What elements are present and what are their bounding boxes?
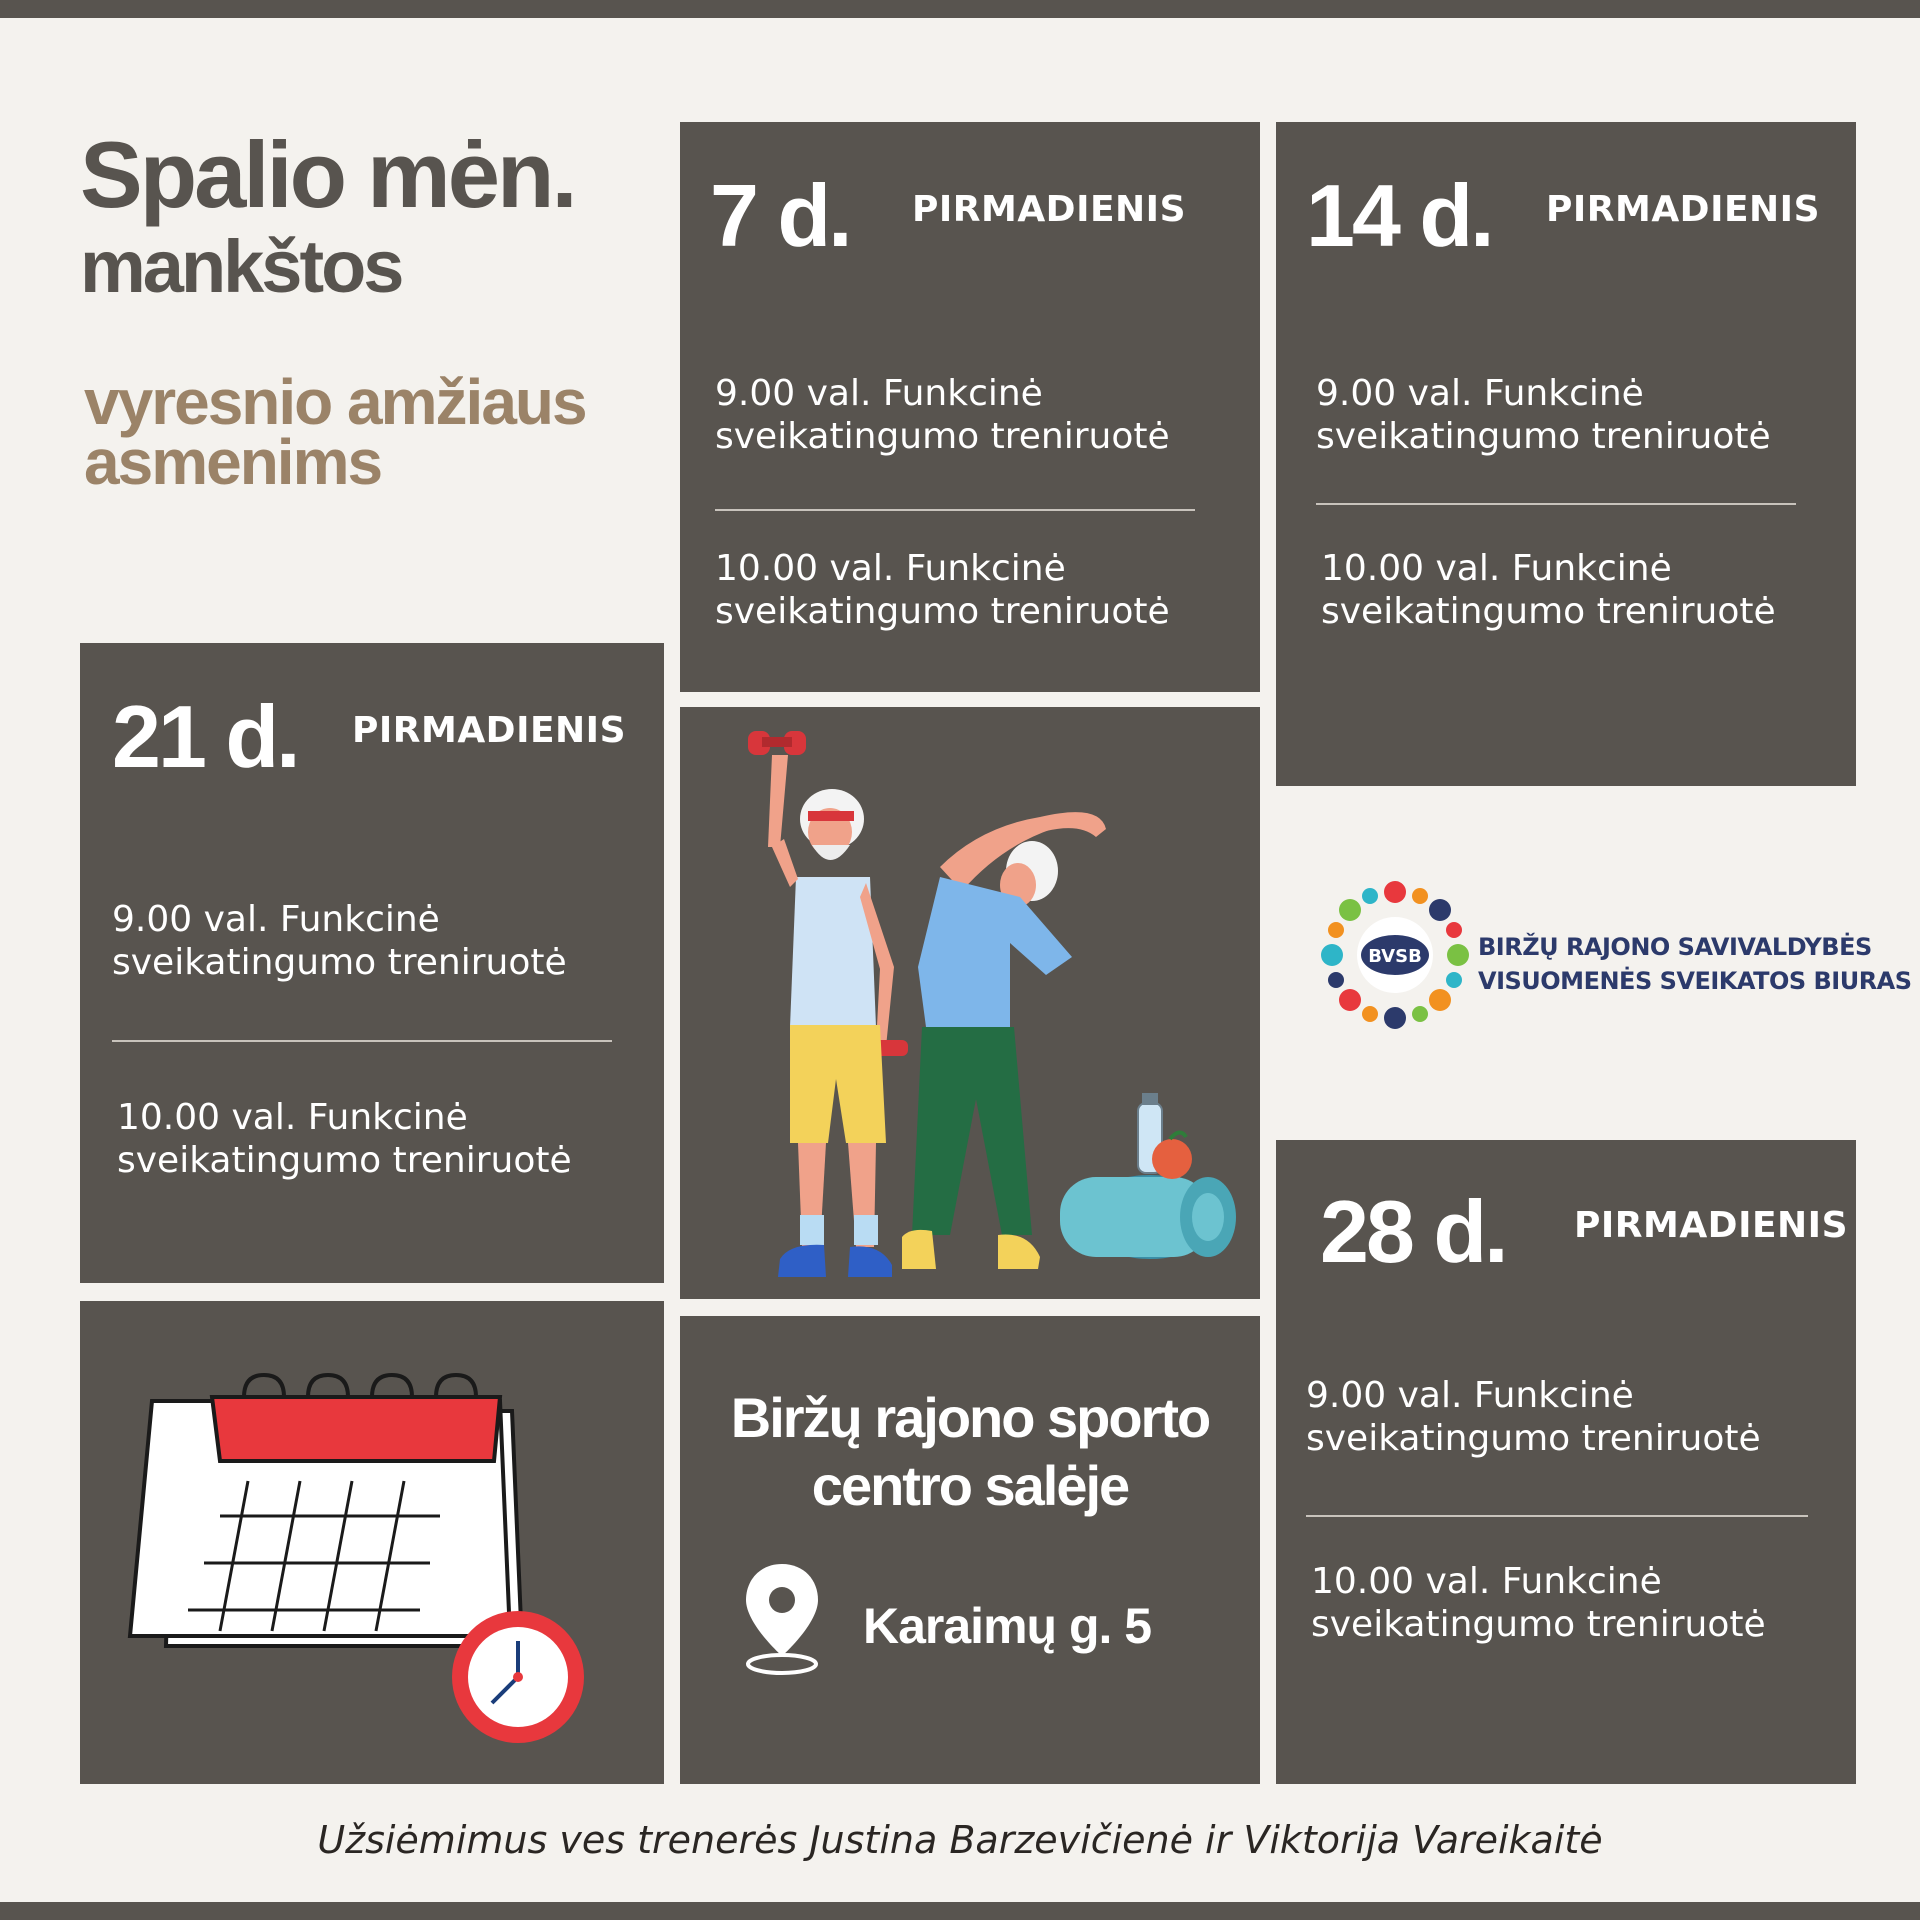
- session-type: sveikatingumo treniruotė: [1321, 591, 1776, 632]
- session-type: sveikatingumo treniruotė: [1306, 1418, 1761, 1459]
- page-subtitle: mankštos: [80, 225, 402, 308]
- address-text: Karaimų g. 5: [863, 1598, 1152, 1654]
- calendar-clock-icon: [80, 1301, 664, 1784]
- session-2: [1311, 1560, 1766, 1646]
- organization-name-line-2: VISUOMENĖS SVEIKATOS BIURAS: [1478, 967, 1912, 995]
- weekday-label: PIRMADIENIS: [1546, 189, 1821, 230]
- session-time: 9.00 val. Funkcinė: [1306, 1375, 1634, 1416]
- calendar-card: [80, 1301, 664, 1784]
- organization-name: [1478, 930, 1912, 998]
- audience-text: [84, 366, 684, 498]
- illustration-card: [680, 707, 1260, 1299]
- trainers-footer: Užsiėmimus ves trenerės Justina Barzevičienė ir Viktorija Vareikaitė: [317, 1818, 1603, 1862]
- session-divider: [1316, 503, 1796, 505]
- venue-line-2: centro salėje: [811, 1454, 1129, 1517]
- session-type: sveikatingumo treniruotė: [1311, 1604, 1766, 1645]
- organization-name-line-1: BIRŽŲ RAJONO SAVIVALDYBĖS: [1478, 933, 1872, 961]
- schedule-card-day-14: [1276, 122, 1856, 786]
- session-time: 9.00 val. Funkcinė: [112, 899, 440, 940]
- session-type: sveikatingumo treniruotė: [117, 1140, 572, 1181]
- title-block: [80, 122, 660, 308]
- day-number: 21 d.: [112, 687, 298, 786]
- session-divider: [715, 509, 1195, 511]
- session-time: 10.00 val. Funkcinė: [715, 548, 1066, 589]
- session-time: 9.00 val. Funkcinė: [715, 373, 1043, 414]
- day-number: 14 d.: [1306, 166, 1492, 265]
- session-1: [112, 898, 567, 984]
- session-divider: [1306, 1515, 1808, 1517]
- location-card: [680, 1316, 1260, 1784]
- session-1: [1316, 372, 1771, 458]
- session-2: [117, 1096, 572, 1182]
- organization-logo: [1310, 870, 1480, 1040]
- schedule-card-day-7: [680, 122, 1260, 692]
- exercising-seniors-illustration: [680, 707, 1260, 1299]
- weekday-label: PIRMADIENIS: [1574, 1205, 1849, 1246]
- day-number: 28 d.: [1320, 1182, 1506, 1281]
- schedule-card-day-21: [80, 643, 664, 1283]
- session-2: [715, 547, 1170, 633]
- venue-name: [680, 1384, 1260, 1520]
- location-pin-icon: [740, 1560, 824, 1676]
- logo-emblem-text: BVSB: [1368, 946, 1422, 967]
- schedule-card-day-28: [1276, 1140, 1856, 1784]
- audience-line-2: asmenims: [84, 426, 382, 498]
- session-type: sveikatingumo treniruotė: [715, 416, 1170, 457]
- session-type: sveikatingumo treniruotė: [112, 942, 567, 983]
- weekday-label: PIRMADIENIS: [912, 189, 1187, 230]
- session-time: 10.00 val. Funkcinė: [1321, 548, 1672, 589]
- weekday-label: PIRMADIENIS: [352, 710, 627, 751]
- audience-line-1: vyresnio amžiaus: [84, 366, 586, 438]
- session-divider: [112, 1040, 612, 1042]
- day-number: 7 d.: [710, 166, 850, 265]
- session-1: [715, 372, 1170, 458]
- session-time: 10.00 val. Funkcinė: [117, 1097, 468, 1138]
- session-time: 9.00 val. Funkcinė: [1316, 373, 1644, 414]
- session-2: [1321, 547, 1776, 633]
- page-title: Spalio mėn.: [80, 122, 575, 227]
- bottom-border: [0, 1902, 1920, 1920]
- top-border: [0, 0, 1920, 18]
- session-time: 10.00 val. Funkcinė: [1311, 1561, 1662, 1602]
- session-1: [1306, 1374, 1761, 1460]
- session-type: sveikatingumo treniruotė: [1316, 416, 1771, 457]
- session-type: sveikatingumo treniruotė: [715, 591, 1170, 632]
- venue-line-1: Biržų rajono sporto: [730, 1386, 1210, 1449]
